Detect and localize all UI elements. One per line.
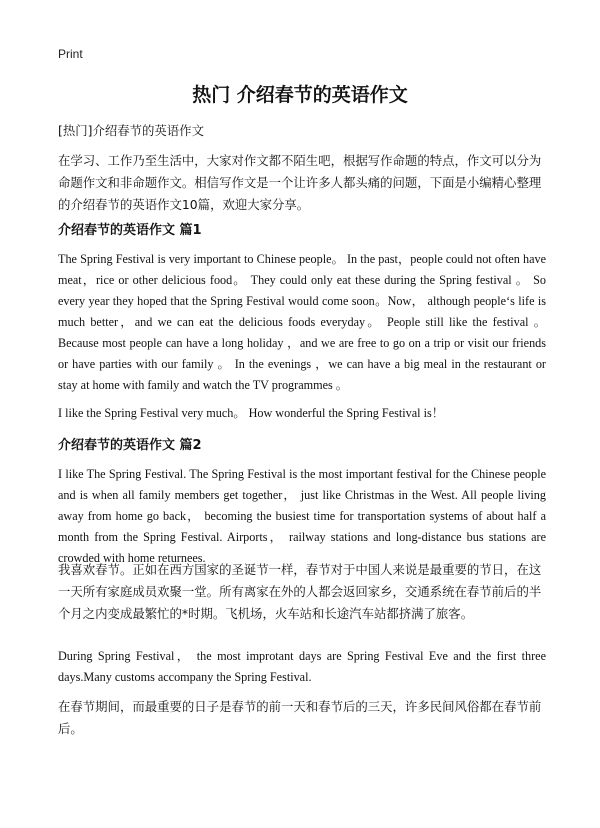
- section-1-heading: 介绍春节的英语作文 篇1: [58, 223, 202, 238]
- intro-paragraph: 在学习、工作乃至生活中，大家对作文都不陌生吧，根据写作命题的特点，作文可以分为命题作文和非命题作文。相信写作文是一个让许多人都头痛的问题，下面是小编精心整理的介绍春节的英语作文10篇，欢迎大家分享。: [58, 153, 542, 212]
- section-1-paragraph-2: I like the Spring Festival very much。 How wonderful the Spring Festival is！: [58, 406, 444, 420]
- section-1-paragraph-1: The Spring Festival is very important to Chinese people。 In the past，people could not often have meat，rice or other delicious food。 They could only eat these during the Spring festival 。 So every year they hoped that the Spring Festival would come soon。Now， although people‘s life is much better，and we can eat the delicious foods everyday。 People still like the festival 。 Because most people can have a long holiday ，and we are free to go on a trip or visit our friends or have parties with our family 。 In the evenings ，we can have a big meal in the restaurant or stay at home with family and watch the TV programmes 。: [58, 252, 546, 392]
- section-2-paragraph-2: 我喜欢春节。正如在西方国家的圣诞节一样，春节对于中国人来说是最重要的节日，在这一天所有家庭成员欢聚一堂。所有离家在外的人都会返回家乡，交通系统在春节前后的半个月之内变成最繁忙的*时期。飞机场，火车站和长途汽车站都挤满了旅客。: [58, 562, 542, 621]
- section-2-paragraph-4: 在春节期间，而最重要的日子是春节的前一天和春节后的三天，许多民间风俗都在春节前后。: [58, 699, 542, 736]
- section-2-paragraph-1: I like The Spring Festival. The Spring Festival is the most important festival for the Chinese people and is when all family members get together， just like Christmas in the West. All people living away from home go back， becoming the busiest time for transportation systems of about half a month from the Spring Festival. Airports， railway stations and long-distance bus stations are crowded with home returnees.: [58, 467, 546, 565]
- section-2-heading: 介绍春节的英语作文 篇2: [58, 438, 202, 453]
- subtitle: [热门]介绍春节的英语作文: [58, 123, 204, 138]
- section-2-paragraph-3: During Spring Festival， the most improtant days are Spring Festival Eve and the first three days.Many customs accompany the Spring Festival.: [58, 649, 546, 684]
- page-title: 热门 介绍春节的英语作文: [192, 84, 408, 106]
- print-link[interactable]: Print: [58, 47, 83, 61]
